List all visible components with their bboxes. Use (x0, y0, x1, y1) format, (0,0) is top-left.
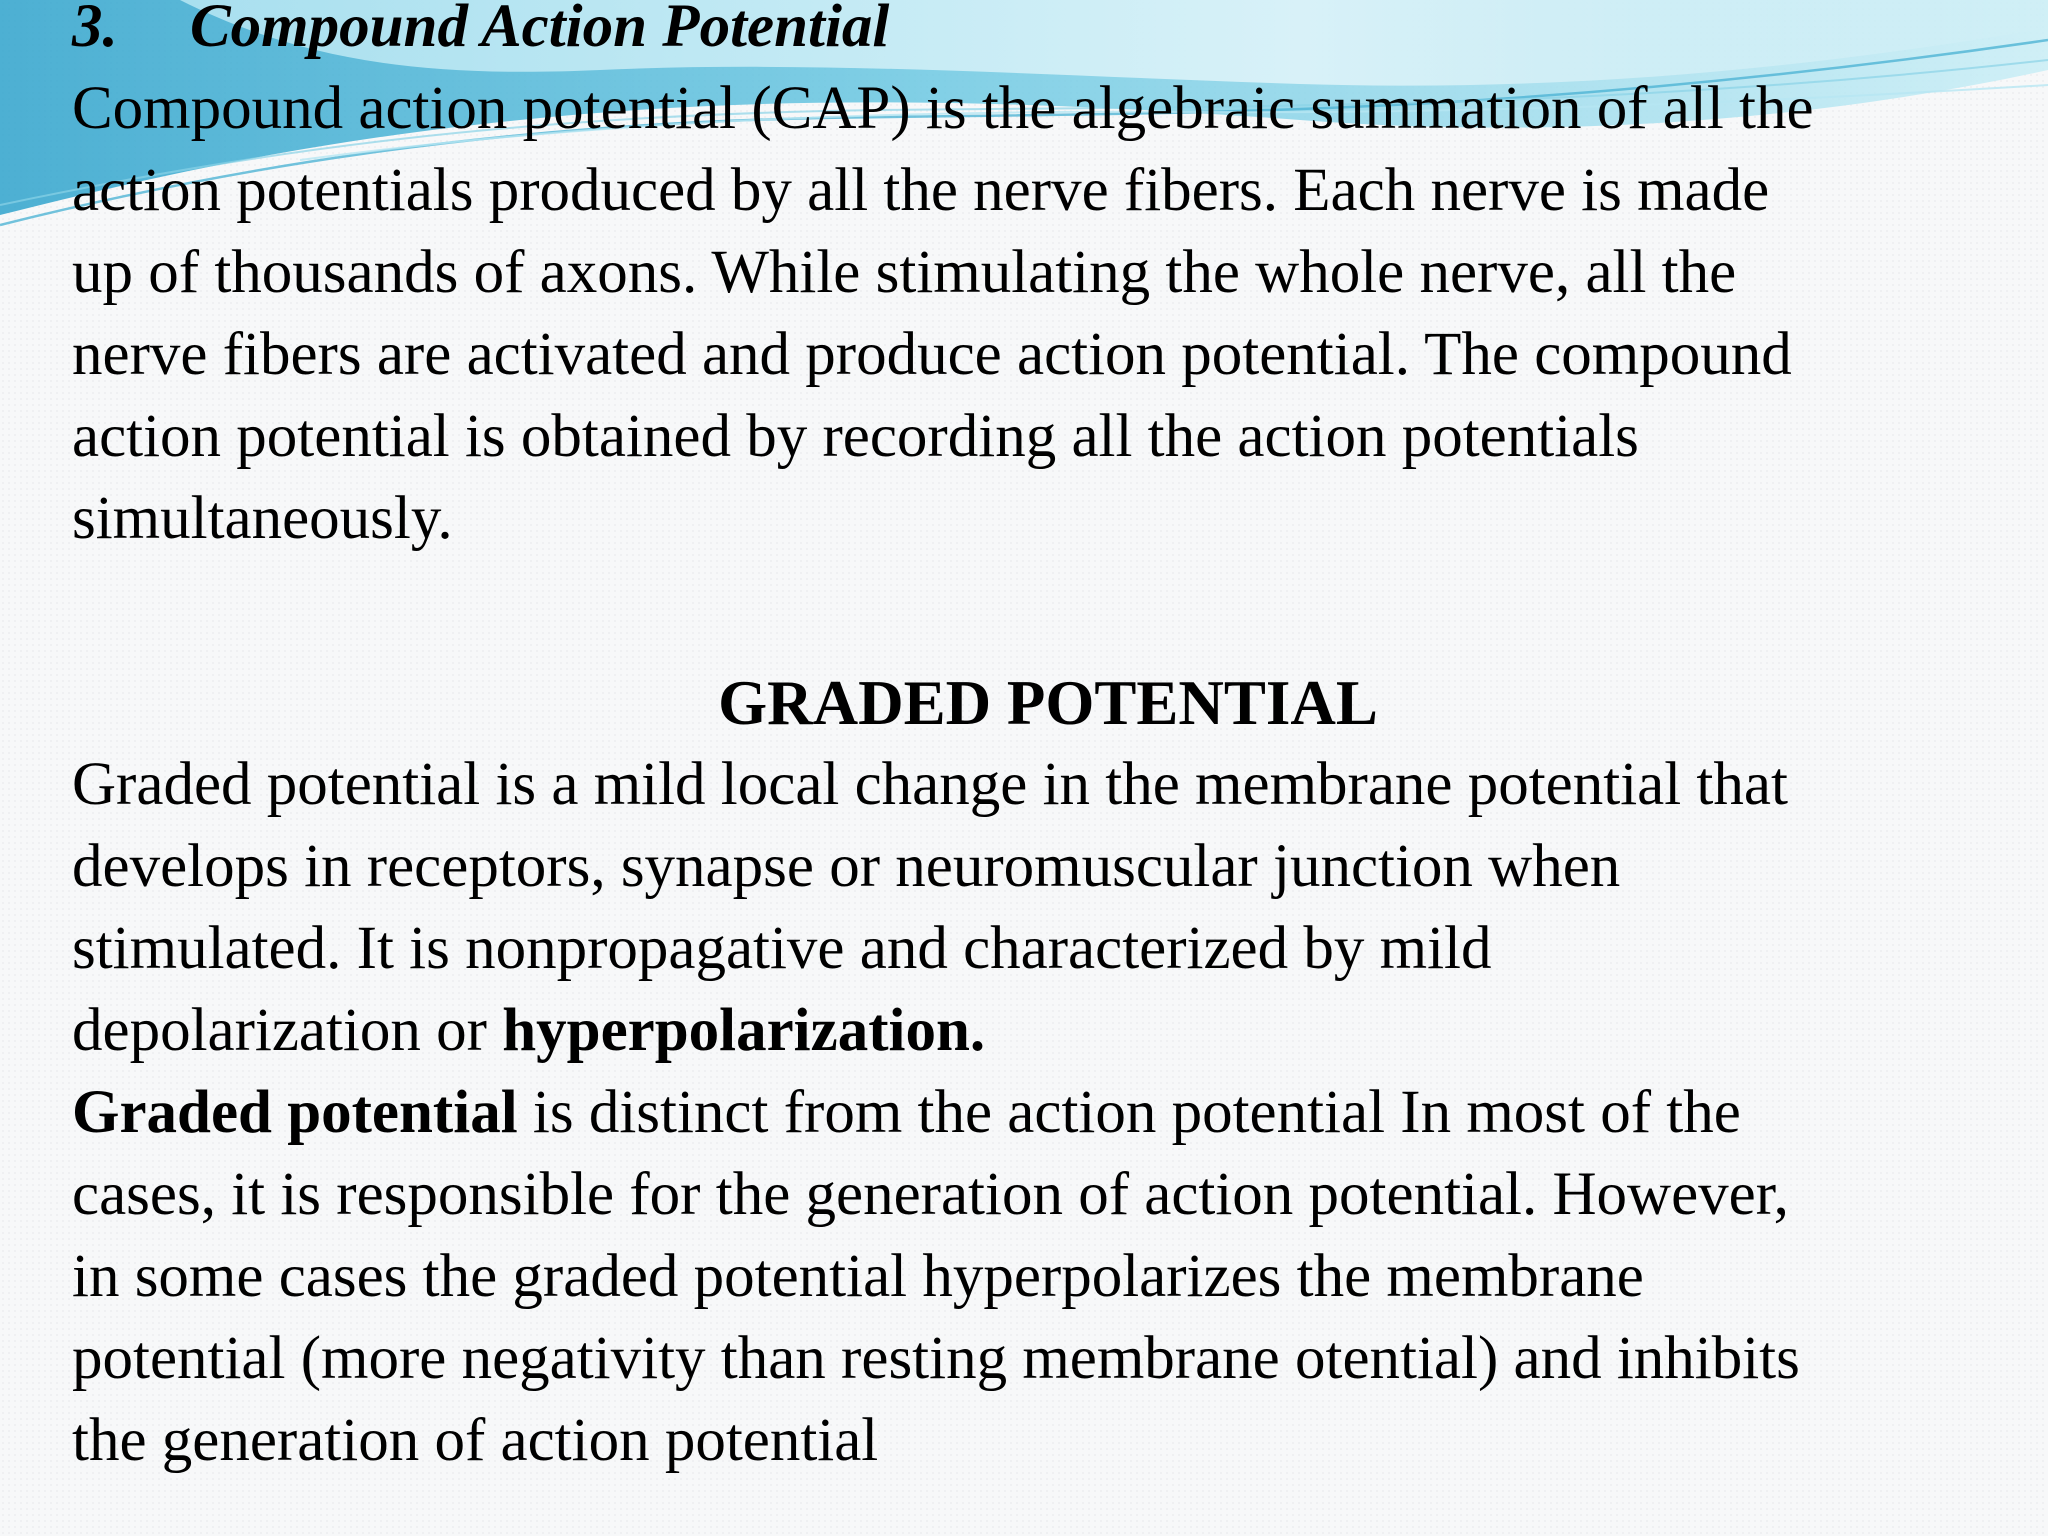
cap-paragraph-line: action potentials produced by all the nerve fibers. Each nerve is made (72, 157, 1770, 224)
graded-paragraph-line (72, 990, 2032, 1072)
graded-paragraph-line: cases, it is responsible for the generation of action potential. However, (72, 1161, 1789, 1228)
cap-paragraph-line: simultaneously. (72, 485, 453, 552)
graded-paragraph-line: in some cases the graded potential hyperpolarizes the membrane (72, 1243, 1644, 1310)
section-number: 3. (72, 0, 118, 60)
cap-paragraph-line: Compound action potential (CAP) is the algebraic summation of all the (72, 75, 1814, 142)
graded-paragraph-line (72, 1072, 2032, 1154)
cap-paragraph-line: up of thousands of axons. While stimulating the whole nerve, all the (72, 239, 1737, 306)
slide-content (72, 0, 2032, 1482)
graded-paragraph-line: stimulated. It is nonpropagative and characterized by mild (72, 915, 1492, 982)
graded-line-rest: is distinct from the action potential In most of the (517, 1079, 1741, 1146)
section-spacer (72, 560, 2032, 662)
graded-paragraph-line: potential (more negativity than resting membrane otential) and inhibits (72, 1325, 1800, 1392)
graded-line-prefix: depolarization or (72, 997, 503, 1064)
section-title: Compound Action Potential (190, 0, 890, 60)
hyperpolarization-term: hyperpolarization. (502, 997, 986, 1064)
section-heading (72, 0, 2032, 68)
cap-paragraph-line: nerve fibers are activated and produce action potential. The compound (72, 321, 1792, 388)
cap-paragraph-line: action potential is obtained by recording all the action potentials (72, 403, 1639, 470)
graded-paragraph-line: Graded potential is a mild local change in the membrane potential that (72, 751, 1788, 818)
graded-paragraph-line: develops in receptors, synapse or neuromuscular junction when (72, 833, 1621, 900)
graded-paragraph-line: the generation of action potential (72, 1407, 879, 1474)
graded-potential-term: Graded potential (72, 1079, 518, 1146)
graded-potential-heading: GRADED POTENTIAL (718, 668, 1378, 738)
